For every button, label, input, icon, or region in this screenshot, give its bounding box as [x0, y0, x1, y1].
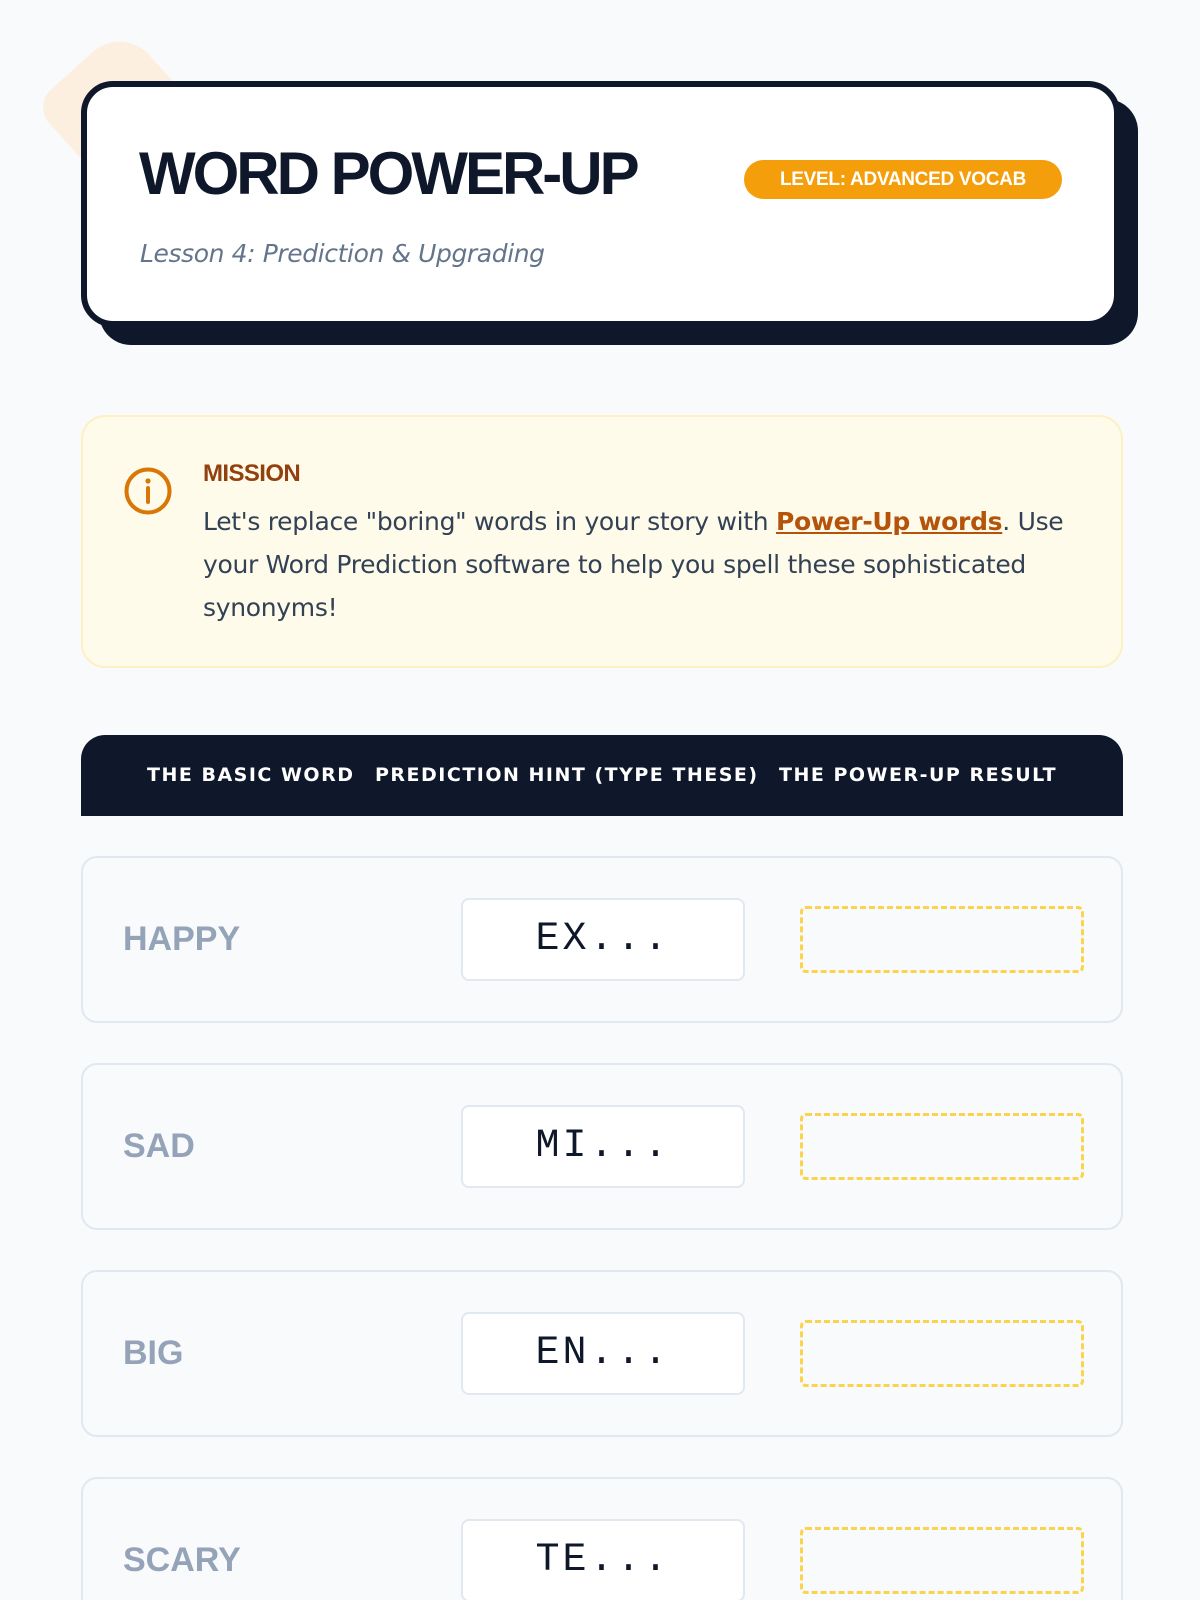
mission-callout: [81, 415, 1123, 668]
word-row-happy: [81, 856, 1123, 1023]
basic-word: SCARY: [123, 1541, 241, 1579]
mission-label: MISSION: [203, 460, 301, 487]
column-header-prediction-hint: PREDICTION HINT (TYPE THESE): [375, 764, 759, 786]
table-header: [81, 735, 1123, 816]
word-row-scary: [81, 1477, 1123, 1600]
lesson-subtitle: Lesson 4: Prediction & Upgrading: [140, 239, 545, 268]
power-up-result-field[interactable]: [800, 1113, 1084, 1180]
mission-text-before: Let's replace "boring" words in your story with: [203, 507, 776, 536]
power-up-words-link[interactable]: Power-Up words: [775, 507, 1003, 536]
prediction-hint: MI...: [461, 1105, 745, 1188]
prediction-hint: TE...: [461, 1519, 745, 1600]
column-header-basic-word: THE BASIC WORD: [147, 764, 355, 786]
basic-word: HAPPY: [123, 920, 241, 958]
word-row-sad: [81, 1063, 1123, 1230]
level-badge: LEVEL: ADVANCED VOCAB: [744, 160, 1062, 199]
power-up-result-field[interactable]: [800, 1320, 1084, 1387]
column-header-power-up-result: THE POWER-UP RESULT: [779, 764, 1058, 786]
prediction-hint: EN...: [461, 1312, 745, 1395]
mission-text-after: . Use your Word Prediction software to help you spell these sophisticated synonyms!: [203, 507, 1064, 622]
info-icon: [123, 466, 173, 516]
header-card: [81, 81, 1120, 327]
page-title: WORD POWER-UP: [139, 140, 637, 207]
word-row-big: [81, 1270, 1123, 1437]
prediction-hint: EX...: [461, 898, 745, 981]
power-up-result-field[interactable]: [800, 1527, 1084, 1594]
power-up-result-field[interactable]: [800, 906, 1084, 973]
basic-word: SAD: [123, 1127, 195, 1165]
basic-word: BIG: [123, 1334, 184, 1372]
mission-text: [203, 500, 1083, 629]
